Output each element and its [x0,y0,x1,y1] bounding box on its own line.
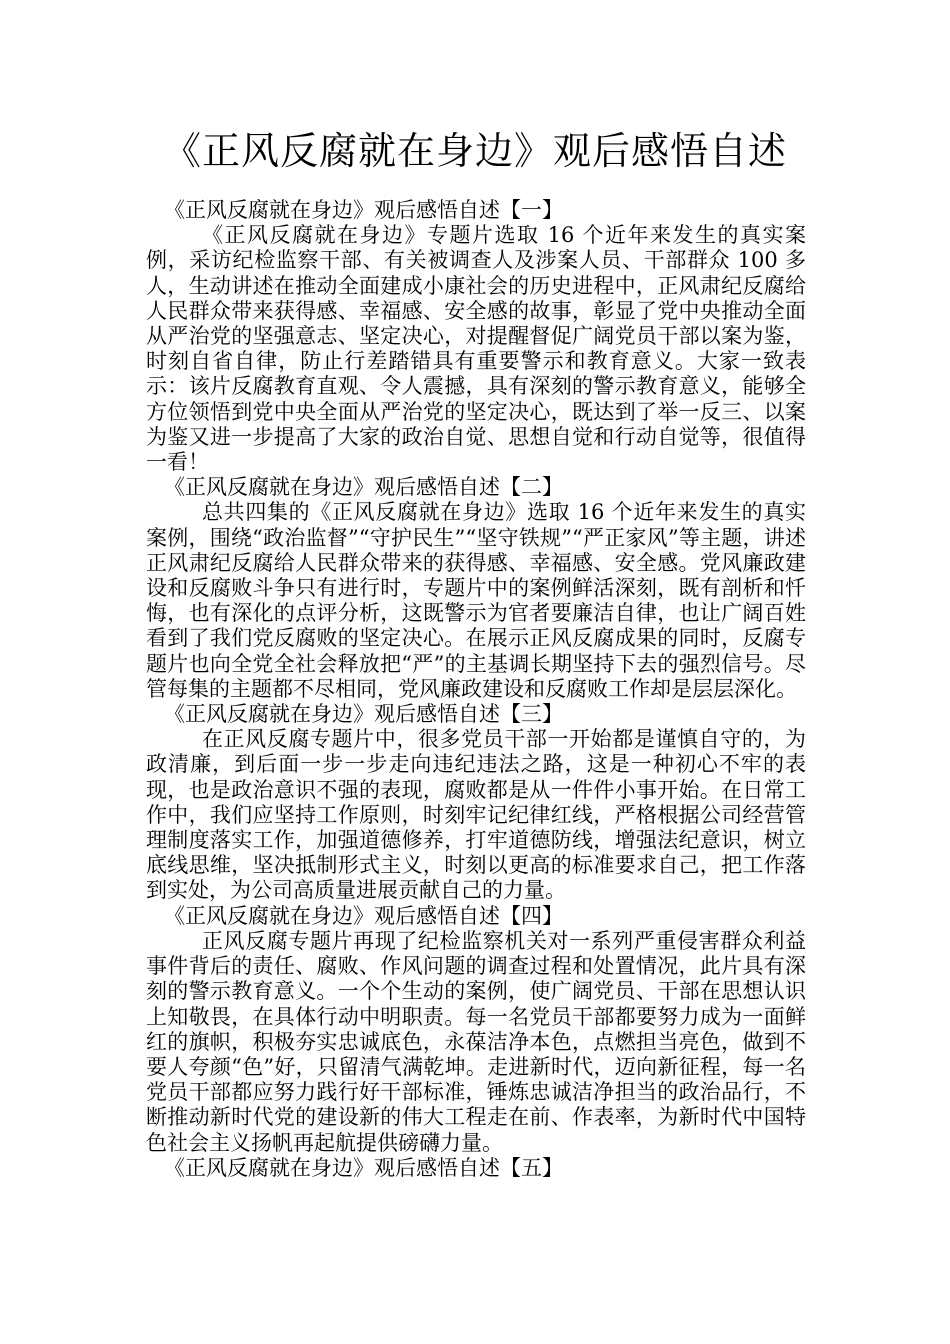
section-heading: 《正风反腐就在身边》观后感悟自述【二】 [164,475,563,500]
section-paragraph: 总共四集的《正风反腐就在身边》选取 16 个近年来发生的真实案例，围绕“政治监督”“守护民生”“坚守铁规”“严正家风”等主题，讲述正风肃纪反腐给人民群众带来的获得感、幸福感、安全感。党风廉政建设和反腐败斗争只有进行时，专题片中的案例鲜活深刻，既有剖析和忏悔，也有深化的点评分析，这既警示为官者要廉洁自律，也让广阔百姓看到了我们党反腐败的坚定决心。在展示正风反腐成果的同时，反腐专题片也向全党全社会释放把“严”的主基调长期坚持下去的强烈信号。尽管每集的主题都不尽相同，党风廉政建设和反腐败工作却是层层深化。 [146,500,806,701]
section-heading: 《正风反腐就在身边》观后感悟自述【四】 [164,903,563,928]
document-body [146,198,806,1181]
section-5 [146,1156,806,1181]
section-heading: 《正风反腐就在身边》观后感悟自述【三】 [164,702,563,727]
section-heading: 《正风反腐就在身边》观后感悟自述【五】 [164,1155,563,1180]
document-title: 《正风反腐就在身边》观后感悟自述 [162,129,787,173]
section-heading: 《正风反腐就在身边》观后感悟自述【一】 [164,198,563,222]
section-paragraph: 正风反腐专题片再现了纪检监察机关对一系列严重侵害群众利益事件背后的责任、腐败、作风问题的调查过程和处置情况，此片具有深刻的警示教育意义。一个个生动的案例，使广阔党员、干部在思想认识上知敬畏，在具体行动中明职责。每一名党员干部都要努力成为一面鲜红的旗帜，积极夯实忠诚底色，永葆洁净本色，点燃担当亮色，做到不要人夸颜“色”好，只留清气满乾坤。走进新时代，迈向新征程，每一名党员干部都应努力践行好干部标准，锤炼忠诚洁净担当的政治品行，不断推动新时代党的建设新的伟大工程走在前、作表率，为新时代中国特色社会主义扬帆再起航提供磅礴力量。 [146,928,806,1155]
section-paragraph: 在正风反腐专题片中，很多党员干部一开始都是谨慎自守的，为政清廉，到后面一步一步走向违纪违法之路，这是一种初心不牢的表现，也是政治意识不强的表现，腐败都是从一件件小事开始。在日常工作中，我们应坚持工作原则，时刻牢记纪律红线，严格根据公司经营管理制度落实工作，加强道德修养，打牢道德防线，增强法纪意识，树立底线思维，坚决抵制形式主义，时刻以更高的标准要求自己，把工作落到实处，为公司高质量进展贡献自己的力量。 [146,727,806,903]
section-2 [146,475,806,702]
section-paragraph: 《正风反腐就在身边》专题片选取 16 个近年来发生的真实案例，采访纪检监察干部、有关被调查人及涉案人员、干部群众 100 多人，生动讲述在推动全面建成小康社会的历史进程中，正风肃纪反腐给人民群众带来获得感、幸福感、安全感的故事，彰显了党中央推动全面从严治党的坚强意志、坚定决心，对提醒督促广阔党员干部以案为鉴，时刻自省自律，防止行差踏错具有重要警示和教育意义。大家一致表示：该片反腐教育直观、令人震撼，具有深刻的警示教育意义，能够全方位领悟到党中央全面从严治党的坚定决心，既达到了举一反三、以案为鉴又进一步提高了大家的政治自觉、思想自觉和行动自觉等，很值得一看！ [146,223,806,475]
section-1 [146,198,806,475]
section-4 [146,904,806,1156]
section-3 [146,702,806,904]
